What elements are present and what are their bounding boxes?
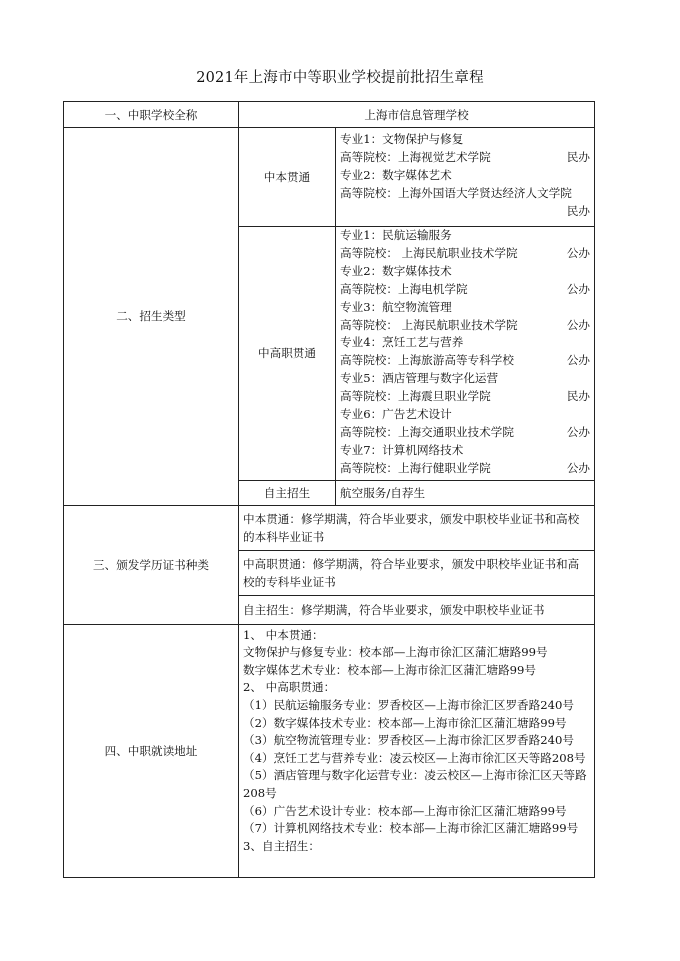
address-line: 3、自主招生： <box>243 838 320 853</box>
table-row <box>64 102 595 128</box>
certificate-zhongben: 中本贯通：修学期满，符合毕业要求，颁发中职校毕业证书和高校的本科毕业证书 <box>239 505 595 550</box>
college-type: 公办 <box>566 353 591 368</box>
certificate-type-label: 三、颁发学历证书种类 <box>64 505 239 624</box>
zizhu-label: 自主招生 <box>239 480 336 505</box>
zhongben-label: 中本贯通 <box>239 128 336 227</box>
zizhu-value: 航空服务/自荐生 <box>336 480 595 505</box>
major-line: 专业2：数字媒体艺术 <box>340 168 452 182</box>
certificate-zizhu: 自主招生：修学期满，符合毕业要求，颁发中职校毕业证书 <box>239 595 595 624</box>
college-type: 民办 <box>566 150 591 164</box>
major-line: 专业6：广告艺术设计 <box>340 407 452 422</box>
college-line <box>340 245 590 263</box>
enrollment-type-label: 二、招生类型 <box>64 128 239 506</box>
document-title: 2021年上海市中等职业学校提前批招生章程 <box>196 70 484 86</box>
table-row <box>64 624 595 877</box>
college-type: 公办 <box>566 460 591 475</box>
table-row <box>64 505 595 550</box>
college-name: 高等院校： 上海民航职业技术学院 <box>340 317 518 332</box>
address-line: 1、 中本贯通： <box>243 627 324 642</box>
college-type: 公办 <box>566 317 591 332</box>
major-line: 专业5：酒店管理与数字化运营 <box>340 371 499 386</box>
zhonggao-label: 中高职贯通 <box>239 227 336 481</box>
admission-table <box>63 101 595 878</box>
address-line: 数字媒体艺术专业：校本部—上海市徐汇区蒲汇塘路99号 <box>243 662 537 677</box>
study-address-detail <box>239 624 595 877</box>
address-line: （3）航空物流管理专业：罗香校区—上海市徐汇区罗香路240号 <box>243 733 574 748</box>
school-name-label: 一、中职学校全称 <box>64 102 239 128</box>
college-name: 高等院校：上海视觉艺术学院 <box>340 150 491 164</box>
address-line: （7）计算机网络技术专业：校本部—上海市徐汇区蒲汇塘路99号 <box>243 821 579 836</box>
college-name: 高等院校：上海外国语大学贤达经济人文学院 <box>340 186 572 200</box>
college-line <box>340 317 590 335</box>
address-line: （2）数字媒体技术专业：校本部—上海市徐汇区蒲汇塘路99号 <box>243 715 567 730</box>
address-line: （5）酒店管理与数字化运营专业：凌云校区—上海市徐汇区天等路208号 <box>243 768 587 801</box>
college-line <box>340 148 590 166</box>
certificate-zhonggao: 中高职贯通：修学期满，符合毕业要求，颁发中职校毕业证书和高校的专科毕业证书 <box>239 550 595 595</box>
college-line <box>340 281 590 299</box>
major-line: 专业1：文物保护与修复 <box>340 132 464 146</box>
college-name: 高等院校：上海电机学院 <box>340 281 468 296</box>
college-line <box>340 460 590 478</box>
college-name: 高等院校：上海交通职业技术学院 <box>340 424 514 439</box>
zhongben-detail <box>336 128 595 227</box>
major-line: 专业7：计算机网络技术 <box>340 442 464 457</box>
college-line <box>340 388 590 406</box>
college-name: 高等院校：上海旅游高等专科学校 <box>340 353 514 368</box>
major-line: 专业3：航空物流管理 <box>340 299 452 314</box>
zhonggao-detail <box>336 227 595 481</box>
address-line: （6）广告艺术设计专业：校本部—上海市徐汇区蒲汇塘路99号 <box>243 803 567 818</box>
school-name-value: 上海市信息管理学校 <box>239 102 595 128</box>
college-type: 民办 <box>566 204 591 218</box>
college-type: 民办 <box>566 389 591 404</box>
college-name: 高等院校：上海震旦职业学院 <box>340 389 491 404</box>
address-line: 文物保护与修复专业：校本部—上海市徐汇区蒲汇塘路99号 <box>243 645 548 660</box>
major-line: 专业4：烹饪工艺与营养 <box>340 335 464 350</box>
major-line: 专业1：民航运输服务 <box>340 228 452 242</box>
college-name: 高等院校： 上海民航职业技术学院 <box>340 245 518 260</box>
college-type: 公办 <box>566 424 591 439</box>
college-name: 高等院校：上海行健职业学院 <box>340 460 491 475</box>
college-line <box>340 352 590 370</box>
address-line: （1）民航运输服务专业：罗香校区—上海市徐汇区罗香路240号 <box>243 698 574 713</box>
college-type: 公办 <box>566 281 591 296</box>
college-type: 公办 <box>566 245 591 260</box>
table-row <box>64 128 595 227</box>
major-line: 专业2：数字媒体技术 <box>340 263 452 278</box>
study-address-label: 四、中职就读地址 <box>64 624 239 877</box>
address-line: （4）烹饪工艺与营养专业：凌云校区—上海市徐汇区天等路208号 <box>243 750 586 765</box>
address-line: 2、 中高职贯通： <box>243 680 336 695</box>
college-line <box>340 424 590 442</box>
